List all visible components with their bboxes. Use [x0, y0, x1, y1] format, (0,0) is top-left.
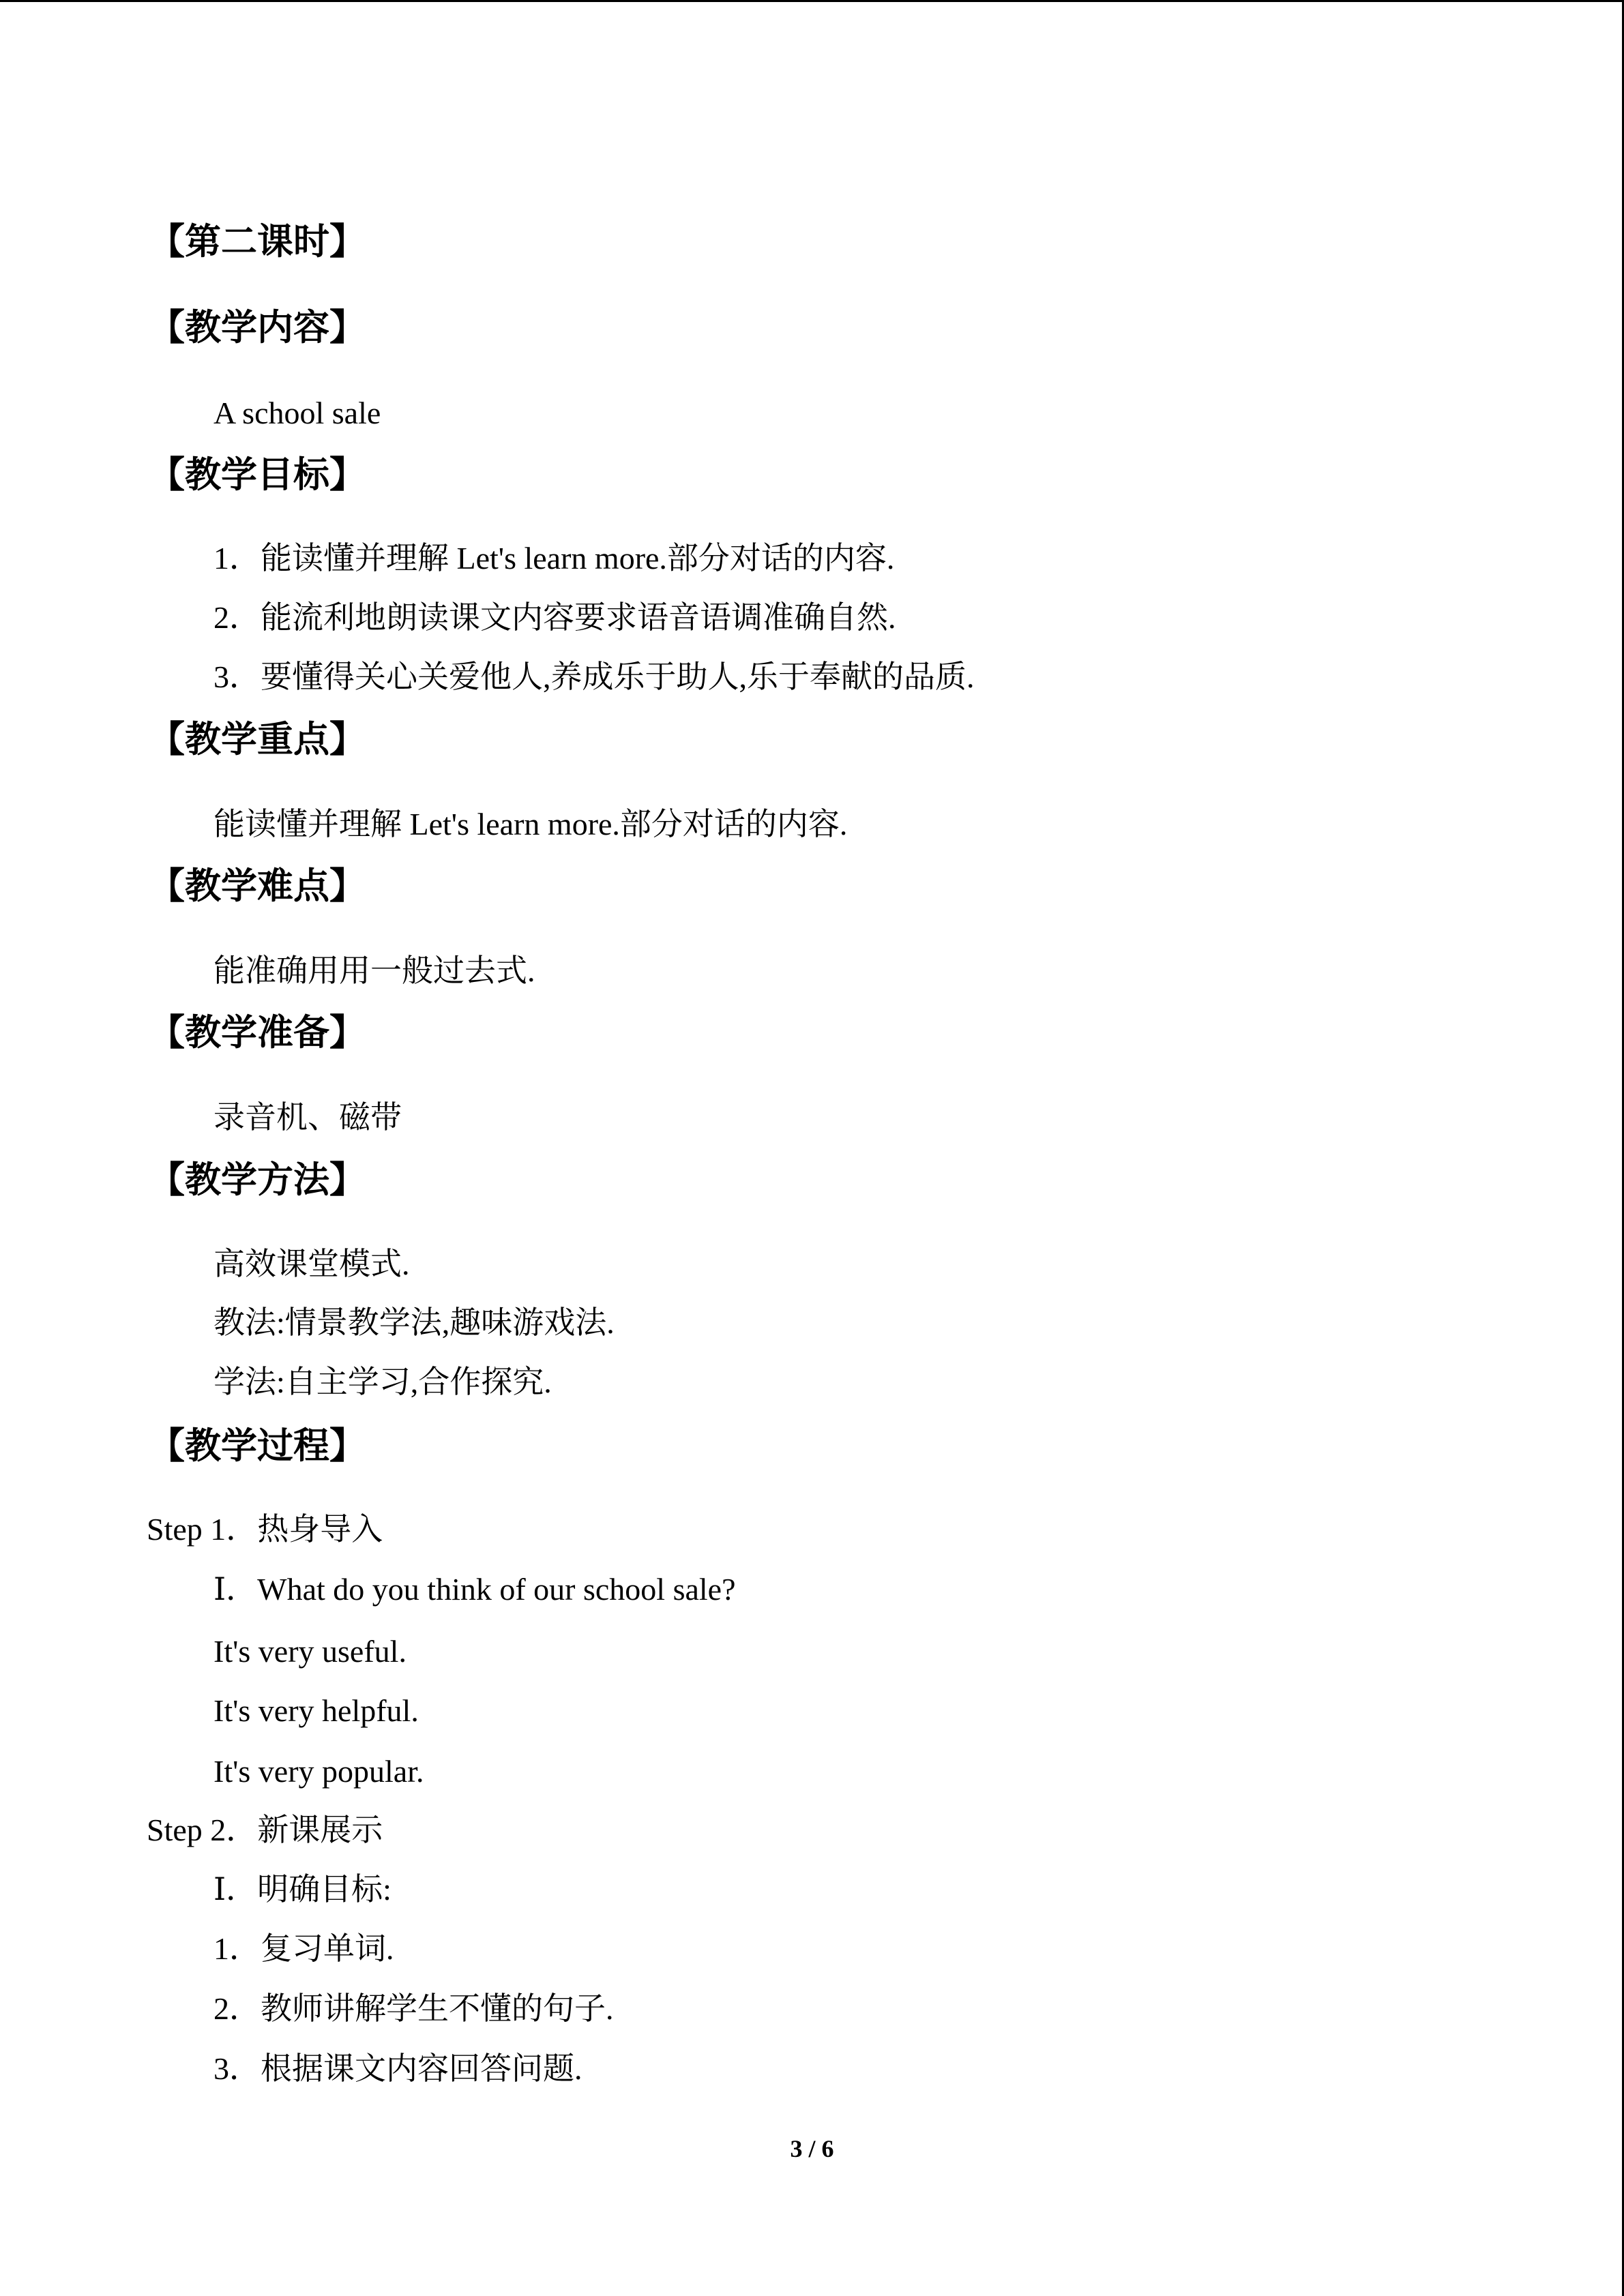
- heading-difficulties: 【教学难点】: [149, 865, 366, 907]
- heading-preparation: 【教学准备】: [149, 1012, 366, 1054]
- methods-line-3: 学法:自主学习,合作探究.: [213, 1365, 552, 1399]
- teaching-goal-3: 3．要懂得关心关爱他人,养成乐于助人,乐于奉献的品质.: [213, 659, 975, 694]
- difficulties-line: 能准确用用一般过去式.: [213, 953, 535, 988]
- step-1-line-4: It's very popular.: [213, 1754, 424, 1789]
- key-points-line: 能读懂并理解 Let's learn more.部分对话的内容.: [213, 807, 848, 841]
- step-2-line-1: Ⅰ．明确目标:: [213, 1872, 392, 1907]
- step-1-line-1: Ⅰ．What do you think of our school sale?: [213, 1572, 736, 1607]
- step-1-line-3: It's very helpful.: [213, 1693, 419, 1728]
- heading-teaching-content: 【教学内容】: [149, 307, 366, 348]
- methods-line-2: 教法:情景教学法,趣味游戏法.: [213, 1305, 615, 1340]
- teaching-content-line: A school sale: [213, 396, 381, 430]
- step-1-line-2: It's very useful.: [213, 1634, 407, 1669]
- step-2-line-4: 3．根据课文内容回答问题.: [213, 2051, 582, 2086]
- teaching-goal-1: 1．能读懂并理解 Let's learn more.部分对话的内容.: [213, 541, 895, 576]
- heading-key-points: 【教学重点】: [149, 719, 366, 760]
- heading-process: 【教学过程】: [149, 1425, 366, 1467]
- page-number: 3 / 6: [790, 2135, 834, 2162]
- step-2-title: Step 2．新课展示: [147, 1813, 383, 1847]
- heading-methods: 【教学方法】: [149, 1159, 366, 1201]
- step-2-line-3: 2．教师讲解学生不懂的句子.: [213, 1991, 614, 2026]
- preparation-line: 录音机、磁带: [213, 1100, 402, 1135]
- heading-lesson-period: 【第二课时】: [149, 221, 366, 263]
- methods-line-1: 高效课堂模式.: [213, 1247, 410, 1281]
- step-2-line-2: 1．复习单词.: [213, 1931, 394, 1966]
- step-1-title: Step 1．热身导入: [147, 1512, 383, 1547]
- teaching-goal-2: 2．能流利地朗读课文内容要求语音语调准确自然.: [213, 600, 896, 635]
- heading-teaching-goals: 【教学目标】: [149, 454, 366, 496]
